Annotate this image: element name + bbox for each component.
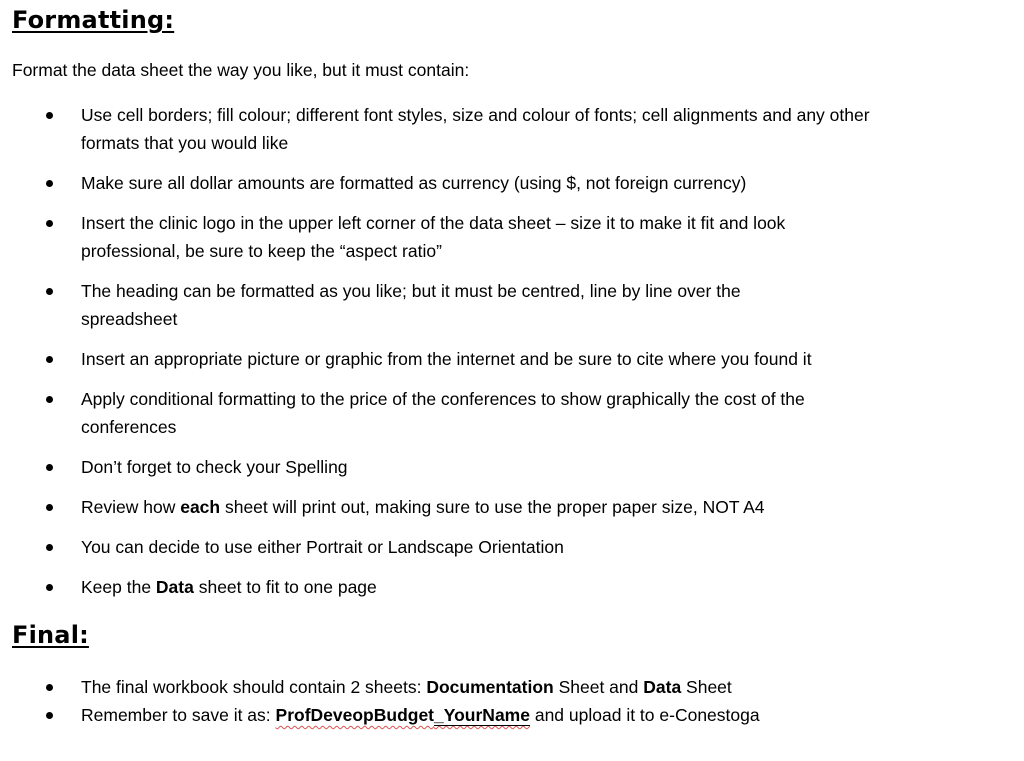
- list-item-text: [81, 493, 921, 521]
- bullet-icon: [46, 356, 53, 363]
- bullet-icon: [46, 712, 53, 719]
- text-run: Review how: [81, 497, 181, 517]
- list-item: [0, 573, 1000, 601]
- list-item: [0, 277, 1000, 333]
- text-run: sheet will print out, making sure to use the proper paper size, NOT A4: [220, 497, 765, 517]
- text-run: Remember to save it as:: [81, 705, 276, 725]
- list-item-text: The heading can be formatted as you like; but it must be centred, line by line over the spreadsheet: [81, 281, 741, 329]
- filename-part: ProfDeveopBudget: [275, 705, 435, 725]
- bold-text: Documentation: [426, 677, 554, 697]
- filename-part: _YourName: [434, 705, 530, 725]
- list-item-text: [81, 701, 921, 729]
- list-item: [0, 453, 1000, 481]
- bold-text: each: [180, 497, 221, 517]
- formatting-heading: Formatting:: [12, 6, 175, 34]
- final-heading: Final:: [12, 621, 89, 649]
- list-item-text: Insert the clinic logo in the upper left corner of the data sheet – size it to make it fit and look professional, be sure to keep the “aspect ratio”: [81, 213, 786, 261]
- text-run: and upload it to e-Conestoga: [529, 705, 760, 725]
- bullet-icon: [46, 396, 53, 403]
- bullet-icon: [46, 504, 53, 511]
- list-item-text: Insert an appropriate picture or graphic from the internet and be sure to cite where you found it: [81, 349, 812, 369]
- text-run: Keep the: [81, 577, 156, 597]
- formatting-intro: Format the data sheet the way you like, but it must contain:: [12, 60, 470, 80]
- list-item: [0, 701, 1000, 729]
- list-item-text: You can decide to use either Portrait or Landscape Orientation: [81, 537, 564, 557]
- formatting-list: [0, 101, 1000, 613]
- list-item-text: Don’t forget to check your Spelling: [81, 457, 348, 477]
- bullet-icon: [46, 584, 53, 591]
- bullet-icon: [46, 180, 53, 187]
- list-item: [0, 209, 1000, 265]
- list-item: [0, 101, 1000, 157]
- list-item: [0, 169, 1000, 197]
- filename-text: [276, 705, 530, 725]
- bullet-icon: [46, 684, 53, 691]
- bullet-icon: [46, 544, 53, 551]
- text-run: sheet to fit to one page: [193, 577, 377, 597]
- final-list: [0, 673, 1000, 729]
- bullet-icon: [46, 464, 53, 471]
- bullet-icon: [46, 112, 53, 119]
- list-item: [0, 345, 1000, 373]
- bullet-icon: [46, 288, 53, 295]
- list-item: [0, 533, 1000, 561]
- list-item-text: Use cell borders; fill colour; different font styles, size and colour of fonts; cell alignments and any other formats that you would like: [81, 105, 870, 153]
- text-run: The final workbook should contain 2 sheets:: [81, 677, 427, 697]
- bullet-icon: [46, 220, 53, 227]
- text-run: Sheet: [681, 677, 732, 697]
- bold-text: Data: [643, 677, 682, 697]
- list-item: [0, 673, 1000, 701]
- list-item: [0, 385, 1000, 441]
- list-item-text: [81, 673, 921, 701]
- list-item-text: Apply conditional formatting to the price of the conferences to show graphically the cost of the conferences: [81, 389, 805, 437]
- list-item-text: [81, 573, 921, 601]
- text-run: Sheet and: [553, 677, 644, 697]
- bold-text: Data: [155, 577, 194, 597]
- list-item: [0, 493, 1000, 521]
- list-item-text: Make sure all dollar amounts are formatted as currency (using $, not foreign currency): [81, 173, 747, 193]
